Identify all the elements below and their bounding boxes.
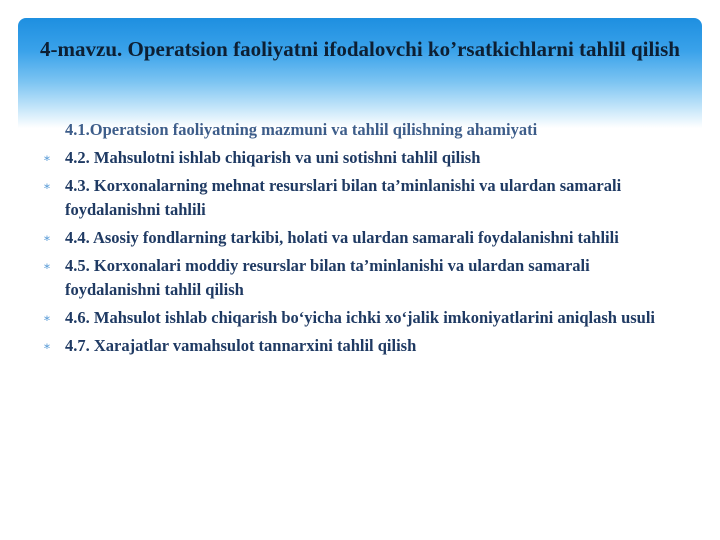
- list-item-text: 4.5. Korxonalari moddiy resurslar bilan ta’minlanishi va ulardan samarali foydalanishni tahlil qilish: [65, 256, 590, 299]
- list-item: [40, 306, 680, 330]
- list-item: [40, 118, 680, 142]
- list-item-text: 4.2. Mahsulotni ishlab chiqarish va uni sotishni tahlil qilish: [65, 148, 481, 167]
- slide-title: 4-mavzu. Operatsion faoliyatni ifodalovchi ko’rsatkichlarni tahlil qilish: [40, 37, 680, 61]
- list-item-text: 4.6. Mahsulot ishlab chiqarish bo‘yicha ichki xo‘jalik imkoniyatlarini aniqlash usuli: [65, 308, 656, 327]
- title-band: [18, 18, 702, 128]
- topic-list: [40, 118, 680, 362]
- list-item: [40, 334, 680, 358]
- list-item-text: 4.3. Korxonalarning mehnat resurslari bilan ta’minlanishi va ulardan samarali foydalanishni tahlili: [65, 176, 622, 219]
- list-item: [40, 174, 680, 222]
- bullet-icon: ∗: [42, 151, 52, 165]
- list-item-text: 4.4. Asosiy fondlarning tarkibi, holati va ulardan samarali foydalanishni tahlili: [65, 228, 619, 247]
- list-item: [40, 226, 680, 250]
- list-item-text: 4.1.Operatsion faoliyatning mazmuni va tahlil qilishning ahamiyati: [65, 120, 538, 139]
- list-item-text: 4.7. Xarajatlar vamahsulot tannarxini tahlil qilish: [65, 336, 417, 355]
- list-item: [40, 254, 680, 302]
- bullet-icon: ∗: [42, 259, 52, 273]
- bullet-icon: ∗: [42, 339, 52, 353]
- bullet-icon: ∗: [42, 311, 52, 325]
- bullet-icon: ∗: [42, 231, 52, 245]
- list-item: [40, 146, 680, 170]
- bullet-icon: ∗: [42, 179, 52, 193]
